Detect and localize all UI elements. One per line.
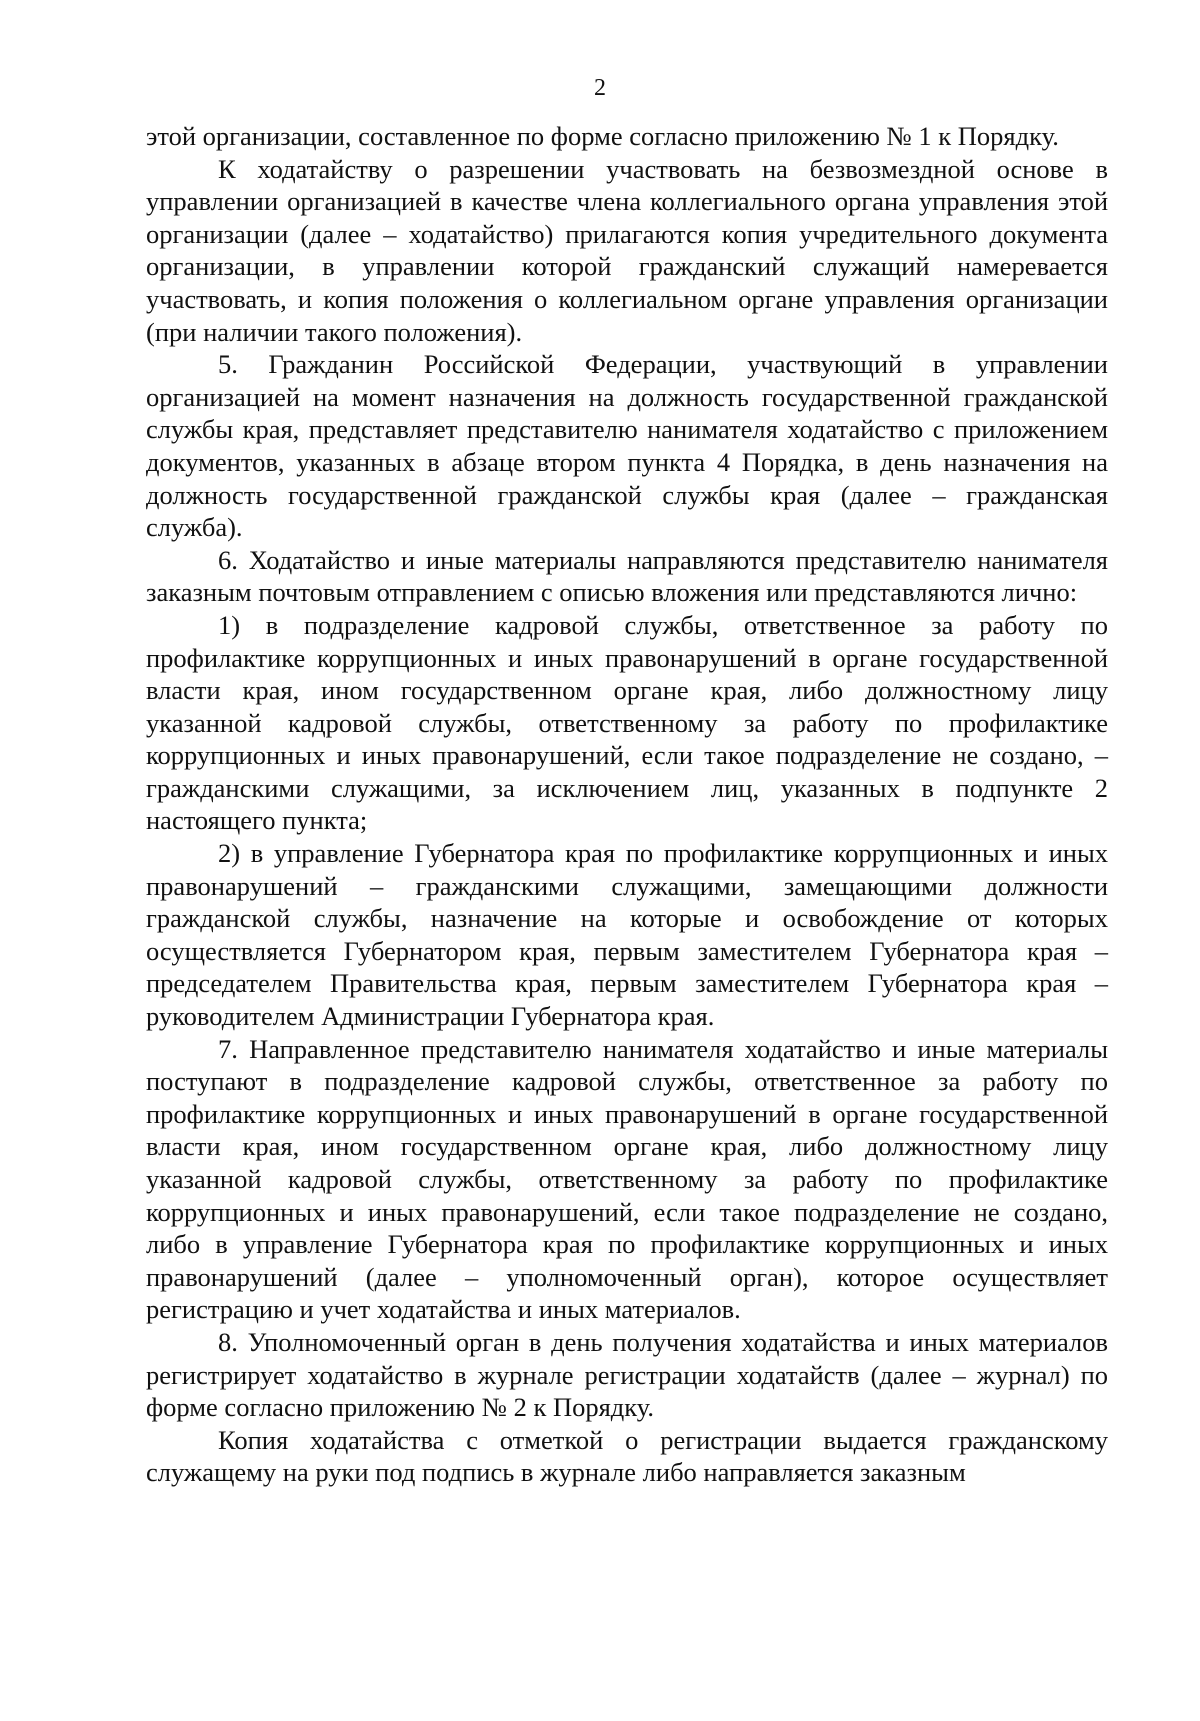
paragraph-copy-issuance: Копия ходатайства с отметкой о регистрации выдается гражданскому служащему на руки под подпись в журнале либо направляется заказным — [146, 1424, 1108, 1488]
paragraph-continuation: этой организации, составленное по форме согласно приложению № 1 к Порядку. — [146, 121, 1059, 151]
paragraph-petition-attachments: К ходатайству о разрешении участвовать на безвозмездной основе в управлении организацией в качестве члена коллегиального органа управления этой организации (далее – ходатайство) прилагаются копия учредительного документа организации, в управлении которой гражданский служащий намеревается участвовать, и копия положения о коллегиальном органе управления организации (при наличии такого положения). — [146, 153, 1108, 347]
document-body — [146, 120, 1108, 1489]
page-number: 2 — [594, 75, 606, 101]
paragraph-subitem-2: 2) в управление Губернатора края по профилактике коррупционных и иных правонарушений – гражданскими служащими, замещающими должности гражданской службы, назначение на которые и освобождение от которых осуществляется Губернатором края, первым заместителем Губернатора края – председателем Правительства края, первым заместителем Губернатора края – руководителем Администрации Губернатора края. — [146, 838, 1108, 1032]
paragraph-item-5: 5. Гражданин Российской Федерации, участвующий в управлении организацией на момент назначения на должность государственной гражданской службы края, представляет представителю нанимателя ходатайство с приложением документов, указанных в абзаце втором пункта 4 Порядка, в день назначения на должность государственной гражданской службы края (далее – гражданская служба). — [146, 349, 1108, 543]
paragraph-item-8: 8. Уполномоченный орган в день получения ходатайства и иных материалов регистрирует ходатайство в журнале регистрации ходатайств (далее – журнал) по форме согласно приложению № 2 к Порядку. — [146, 1326, 1108, 1423]
paragraph-item-6: 6. Ходатайство и иные материалы направляются представителю нанимателя заказным почтовым отправлением с описью вложения или представляются лично: — [146, 544, 1108, 608]
paragraph-item-7: 7. Направленное представителю нанимателя ходатайство и иные материалы поступают в подразделение кадровой службы, ответственное за работу по профилактике коррупционных и иных правонарушений в органе государственной власти края, ином государственном органе края, либо должностному лицу указанной кадровой службы, ответственному за работу по профилактике коррупционных и иных правонарушений, если такое подразделение не создано, либо в управление Губернатора края по профилактике коррупционных и иных правонарушений (далее – уполномоченный орган), которое осуществляет регистрацию и учет ходатайства и иных материалов. — [146, 1033, 1108, 1325]
paragraph-subitem-1: 1) в подразделение кадровой службы, ответственное за работу по профилактике коррупционных и иных правонарушений в органе государственной власти края, ином государственном органе края, либо должностному лицу указанной кадровой службы, ответственному за работу по профилактике коррупционных и иных правонарушений, если такое подразделение не создано, – гражданскими служащими, за исключением лиц, указанных в подпункте 2 настоящего пункта; — [146, 609, 1108, 836]
